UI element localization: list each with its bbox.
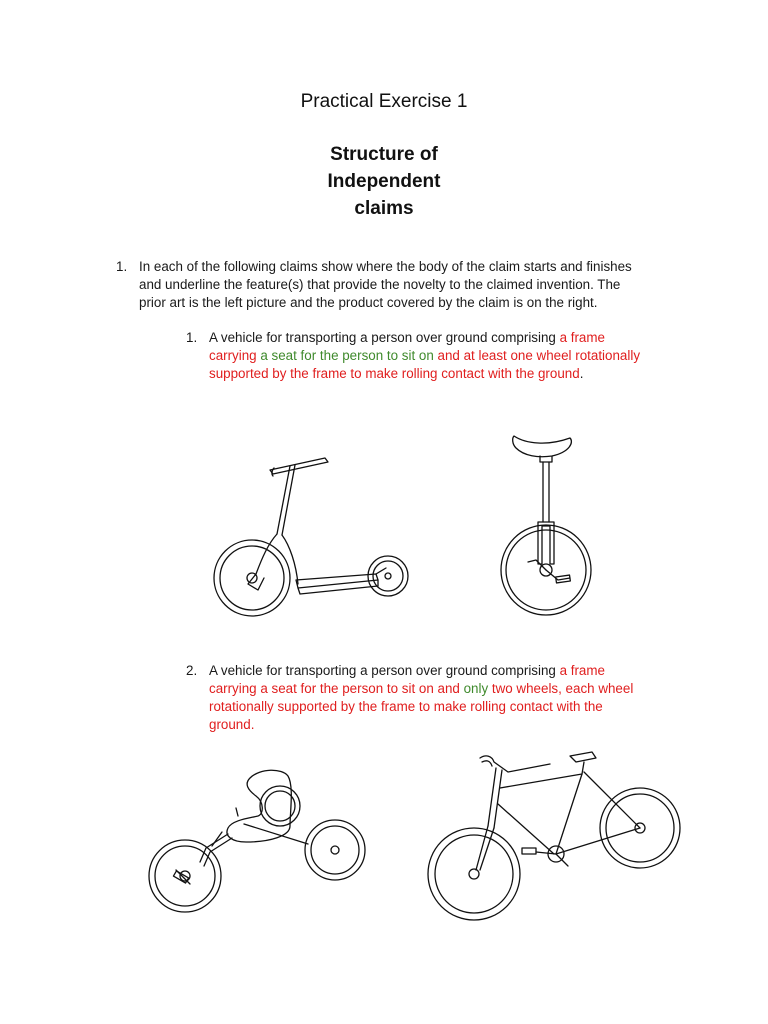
question-line: prior art is the left picture and the product covered by the claim is on the right. bbox=[139, 295, 598, 310]
unicycle-figure bbox=[496, 430, 606, 620]
claim-segment: . bbox=[579, 366, 584, 381]
claim-segment-feature: only bbox=[463, 681, 489, 696]
claim-line bbox=[209, 329, 640, 347]
claim-line bbox=[209, 716, 633, 734]
page-subtitle bbox=[0, 141, 768, 222]
claim-number: 1. bbox=[186, 330, 198, 345]
claim-segment: two wheels, each wheel bbox=[488, 681, 634, 696]
claim-segment: ground. bbox=[209, 717, 255, 732]
subtitle-line: claims bbox=[354, 198, 414, 219]
kick-scooter-figure bbox=[200, 448, 420, 628]
claim-segment-feature: a seat for the person to sit on bbox=[260, 348, 434, 363]
claim-segment-novelty: a frame bbox=[559, 663, 605, 678]
question-number: 1. bbox=[116, 259, 128, 274]
tricycle-figure bbox=[140, 762, 380, 922]
claim-2-text bbox=[209, 662, 633, 734]
claim-number: 2. bbox=[186, 663, 198, 678]
subtitle-line: Structure of bbox=[330, 144, 438, 165]
claim-segment-novelty: a frame bbox=[559, 330, 605, 345]
question-line: In each of the following claims show where the body of the claim starts and finishes bbox=[139, 259, 632, 274]
claim-line bbox=[209, 662, 633, 680]
claim-segment: A vehicle for transporting a person over ground comprising bbox=[209, 330, 560, 345]
claim-line bbox=[209, 365, 640, 383]
bicycle-figure bbox=[424, 748, 686, 924]
claim-segment: supported by the frame to make rolling contact with the ground bbox=[209, 366, 580, 381]
claim-line bbox=[209, 680, 633, 698]
claim-1-text bbox=[209, 329, 640, 383]
claim-segment: rotationally supported by the frame to make rolling contact with the bbox=[209, 699, 603, 714]
claim-line bbox=[209, 347, 640, 365]
subtitle-line: Independent bbox=[327, 171, 441, 192]
claim-segment: carrying bbox=[209, 348, 261, 363]
question-text bbox=[139, 258, 632, 312]
claim-line bbox=[209, 698, 633, 716]
question-line: and underline the feature(s) that provide the novelty to the claimed invention. The bbox=[139, 277, 621, 292]
claim-segment: carrying a seat for the person to sit on and bbox=[209, 681, 464, 696]
claim-segment: A vehicle for transporting a person over ground comprising bbox=[209, 663, 560, 678]
claim-segment: and at least one wheel rotationally bbox=[433, 348, 641, 363]
page-title: Practical Exercise 1 bbox=[300, 91, 468, 112]
